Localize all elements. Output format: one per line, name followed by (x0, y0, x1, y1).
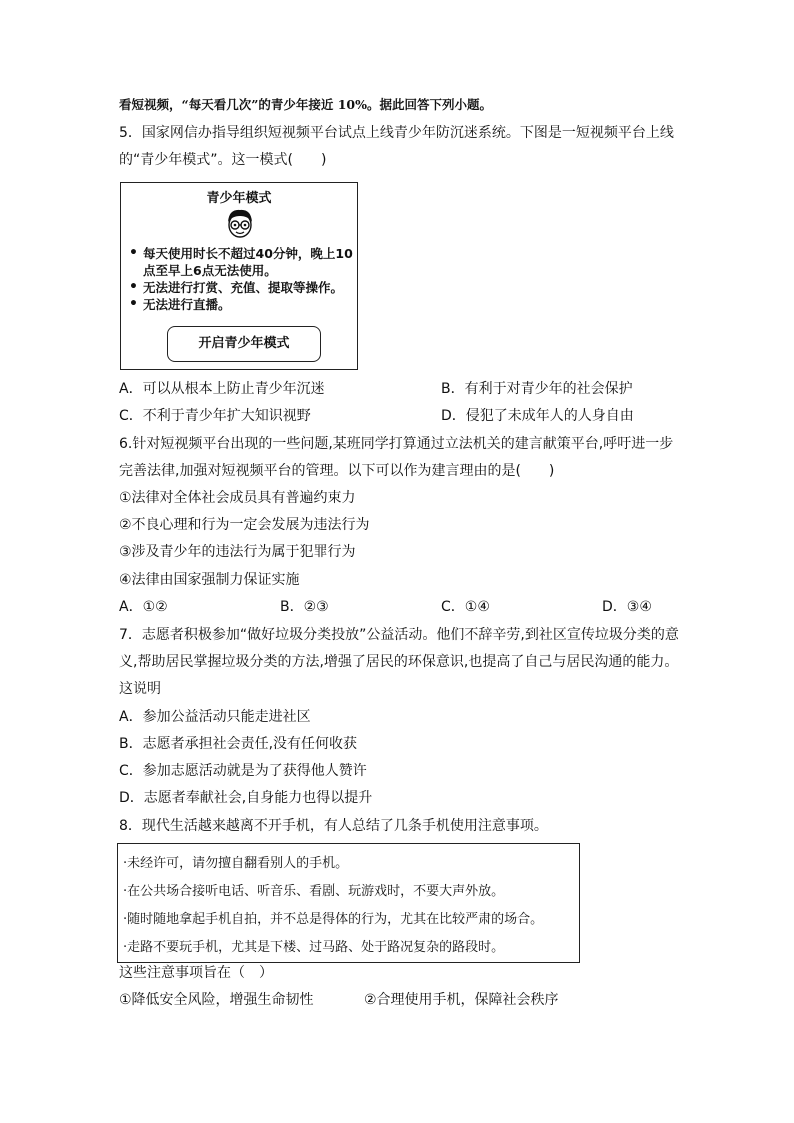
q8-question: 这些注意事项旨在（ ） (119, 965, 273, 981)
phone-note-1: ·未经许可，请勿擅自翻看别人的手机。 (123, 856, 349, 871)
q6-option-d[interactable]: D．③④ (602, 599, 652, 615)
q5-stem-line1: 5．国家网信办指导组织短视频平台试点上线青少年防沉迷系统。下图是一短视频平台上线 (119, 125, 674, 141)
phone-note-4: ·走路不要玩手机，尤其是下楼、过马路、处于路况复杂的路段时。 (123, 940, 505, 955)
teen-mode-title: 青少年模式 (206, 191, 272, 206)
q8-stem-line1: 8．现代生活越来越离不开手机，有人总结了几条手机使用注意事项。 (119, 818, 548, 834)
phone-usage-notes-box (117, 843, 580, 963)
q6-statement-4: ④法律由国家强制力保证实施 (119, 572, 300, 588)
teen-mode-rules (129, 245, 353, 313)
phone-note-2: ·在公共场合接听电话、听音乐、看剧、玩游戏时，不要大声外放。 (123, 884, 505, 899)
q6-option-b[interactable]: B．②③ (280, 599, 329, 615)
q5-option-c[interactable]: C．不利于青少年扩大知识视野 (119, 408, 311, 424)
teen-mode-figure (120, 182, 358, 370)
q6-stem-line1: 6.针对短视频平台出现的一些问题,某班同学打算通过立法机关的建言献策平台,呼吁进一步 (119, 436, 674, 452)
q7-stem-line2: 义,帮助居民掌握垃圾分类的方法,增强了居民的环保意识,也提高了自己与居民沟通的能力。 (119, 654, 679, 670)
q7-option-d[interactable]: D．志愿者奉献社会,自身能力也得以提升 (119, 790, 373, 806)
q7-stem-line1: 7．志愿者积极参加“做好垃圾分类投放”公益活动。他们不辞辛劳,到社区宣传垃圾分类的意 (119, 627, 679, 643)
q5-stem-line2: 的“青少年模式”。这一模式( ) (119, 152, 327, 168)
q8-statement-1: ①降低安全风险，增强生命韧性 (119, 992, 314, 1008)
q6-statement-3: ③涉及青少年的违法行为属于犯罪行为 (119, 544, 356, 560)
cartoon-kid-face-icon (223, 207, 257, 239)
teen-rule-2: • 无法进行打赏、充值、提取等操作。 (129, 279, 353, 296)
q7-option-b[interactable]: B．志愿者承担社会责任,没有任何收获 (119, 736, 358, 752)
q6-statement-2: ②不良心理和行为一定会发展为违法行为 (119, 517, 370, 533)
q5-option-b[interactable]: B．有利于对青少年的社会保护 (441, 381, 633, 397)
q8-statement-2: ②合理使用手机，保障社会秩序 (364, 992, 559, 1008)
q6-stem-line2: 完善法律,加强对短视频平台的管理。以下可以作为建言理由的是( ) (119, 463, 555, 479)
q7-stem-line3: 这说明 (119, 681, 161, 697)
teen-rule-3: • 无法进行直播。 (129, 296, 353, 313)
q7-option-a[interactable]: A．参加公益活动只能走进社区 (119, 709, 311, 725)
teen-rule-1: • 每天使用时长不超过40分钟，晚上10点至早上6点无法使用。 (129, 245, 353, 279)
q6-option-c[interactable]: C．①④ (441, 599, 490, 615)
phone-note-3: ·随时随地拿起手机自拍，并不总是得体的行为，尤其在比较严肃的场合。 (123, 912, 544, 927)
q7-option-c[interactable]: C．参加志愿活动就是为了获得他人赞许 (119, 763, 367, 779)
q5-option-d[interactable]: D．侵犯了未成年人的人身自由 (441, 408, 634, 424)
q5-option-a[interactable]: A．可以从根本上防止青少年沉迷 (119, 381, 325, 397)
q6-option-a[interactable]: A．①② (119, 599, 168, 615)
intro-text: 看短视频，“每天看几次”的青少年接近 10%。据此回答下列小题。 (119, 97, 493, 112)
enable-teen-mode-button[interactable]: 开启青少年模式 (167, 326, 321, 362)
q6-statement-1: ①法律对全体社会成员具有普遍约束力 (119, 490, 356, 506)
